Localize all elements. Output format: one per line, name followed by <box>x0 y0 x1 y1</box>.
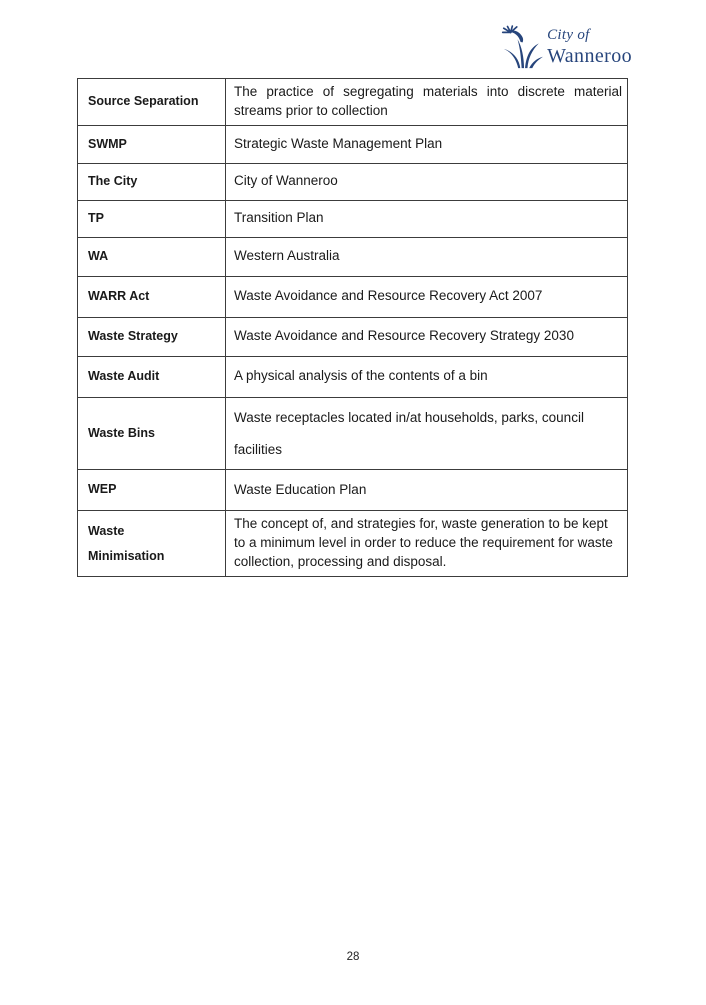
term-cell: TP <box>78 200 226 237</box>
term-cell: Waste Strategy <box>78 317 226 356</box>
table-row <box>78 317 628 356</box>
term-cell: WARR Act <box>78 276 226 317</box>
table-row <box>78 356 628 397</box>
definition-cell: Waste Avoidance and Resource Recovery Act 2007 <box>226 276 628 317</box>
definition-cell: The practice of segregating materials into discrete material streams prior to collection <box>226 79 628 126</box>
logo-city-of: City of <box>547 27 590 43</box>
definition-cell: Western Australia <box>226 237 628 276</box>
table-row <box>78 79 628 126</box>
city-of-wanneroo-logo <box>501 24 632 71</box>
definition-cell: Transition Plan <box>226 200 628 237</box>
definition-cell: Waste receptacles located in/at households, parks, council facilities <box>226 397 628 469</box>
table-row <box>78 237 628 276</box>
table-row <box>78 276 628 317</box>
term-cell: Source Separation <box>78 79 226 126</box>
logo-wanneroo: Wanneroo <box>547 45 632 67</box>
definition-cell: Strategic Waste Management Plan <box>226 125 628 163</box>
table-row <box>78 470 628 511</box>
glossary-table-body <box>78 79 628 577</box>
term-text: Waste Minimisation <box>88 524 165 563</box>
term-cell: WA <box>78 237 226 276</box>
glossary-table <box>77 78 628 577</box>
definition-cell: Waste Education Plan <box>226 470 628 511</box>
table-row <box>78 397 628 469</box>
definition-cell: The concept of, and strategies for, waste generation to be kept to a minimum level in order to reduce the requirement for waste collection, processing and disposal. <box>226 511 628 577</box>
flax-plant-icon <box>501 24 545 71</box>
table-row <box>78 511 628 577</box>
definition-cell: City of Wanneroo <box>226 163 628 200</box>
definition-cell: A physical analysis of the contents of a bin <box>226 356 628 397</box>
term-cell: SWMP <box>78 125 226 163</box>
term-cell: WEP <box>78 470 226 511</box>
term-cell: The City <box>78 163 226 200</box>
table-row <box>78 125 628 163</box>
page-number: 28 <box>346 951 360 963</box>
table-row <box>78 163 628 200</box>
term-cell <box>78 511 226 577</box>
logo-wordmark <box>547 28 632 66</box>
definition-cell: Waste Avoidance and Resource Recovery Strategy 2030 <box>226 317 628 356</box>
table-row <box>78 200 628 237</box>
term-cell: Waste Bins <box>78 397 226 469</box>
term-cell: Waste Audit <box>78 356 226 397</box>
